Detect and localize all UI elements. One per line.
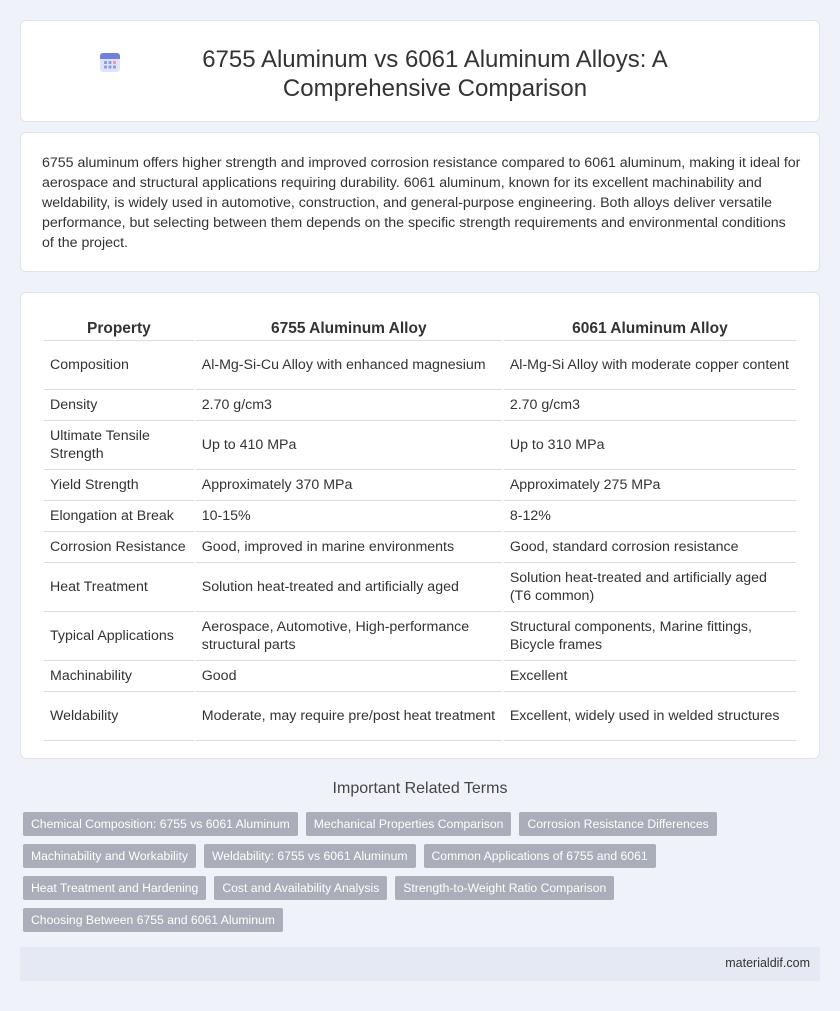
- value-6755-cell: Approximately 370 MPa: [196, 470, 502, 501]
- related-tag[interactable]: Weldability: 6755 vs 6061 Aluminum: [204, 844, 416, 868]
- related-tag[interactable]: Common Applications of 6755 and 6061: [424, 844, 656, 868]
- property-cell: Elongation at Break: [44, 501, 194, 532]
- table-row: [44, 470, 796, 501]
- comparison-table-card: [20, 292, 820, 759]
- property-cell: Heat Treatment: [44, 563, 194, 612]
- table-row: [44, 341, 796, 390]
- table-row: [44, 661, 796, 692]
- header-property: Property: [44, 313, 194, 341]
- title-card: [20, 20, 820, 122]
- value-6061-cell: 2.70 g/cm3: [504, 390, 796, 421]
- property-cell: Machinability: [44, 661, 194, 692]
- value-6061-cell: Approximately 275 MPa: [504, 470, 796, 501]
- value-6061-cell: Al-Mg-Si Alloy with moderate copper content: [504, 341, 796, 390]
- related-tag[interactable]: Chemical Composition: 6755 vs 6061 Aluminum: [23, 812, 298, 836]
- value-6755-cell: Aerospace, Automotive, High-performance structural parts: [196, 612, 502, 661]
- table-row: [44, 532, 796, 563]
- property-cell: Yield Strength: [44, 470, 194, 501]
- property-cell: Corrosion Resistance: [44, 532, 194, 563]
- value-6061-cell: 8-12%: [504, 501, 796, 532]
- value-6755-cell: 2.70 g/cm3: [196, 390, 502, 421]
- table-row: [44, 692, 796, 741]
- comparison-table: [42, 313, 798, 741]
- site-name[interactable]: materialdif.com: [725, 956, 810, 970]
- value-6755-cell: Solution heat-treated and artificially aged: [196, 563, 502, 612]
- related-tag[interactable]: Strength-to-Weight Ratio Comparison: [395, 876, 614, 900]
- property-cell: Weldability: [44, 692, 194, 741]
- footer: [20, 947, 820, 981]
- intro-paragraph: 6755 aluminum offers higher strength and improved corrosion resistance compared to 6061 aluminum, making it ideal for aerospace and structural applications requiring durability. 6061 aluminum, known for its excellent machinability and weldability, is widely used in automotive, construction, and general-purpose engineering. Both alloys deliver versatile performance, but selecting between them depends on the specific strength requirements and environmental conditions of the project.: [42, 155, 801, 251]
- value-6755-cell: 10-15%: [196, 501, 502, 532]
- related-tag[interactable]: Cost and Availability Analysis: [214, 876, 387, 900]
- table-row: [44, 421, 796, 470]
- page-title: 6755 Aluminum vs 6061 Aluminum Alloys: A Comprehensive Comparison: [202, 46, 668, 102]
- property-cell: Density: [44, 390, 194, 421]
- value-6061-cell: Good, standard corrosion resistance: [504, 532, 796, 563]
- value-6755-cell: Good, improved in marine environments: [196, 532, 502, 563]
- header-6755: 6755 Aluminum Alloy: [196, 313, 502, 341]
- value-6061-cell: Excellent: [504, 661, 796, 692]
- related-tag[interactable]: Mechanical Properties Comparison: [306, 812, 512, 836]
- value-6061-cell: Excellent, widely used in welded structures: [504, 692, 796, 741]
- value-6755-cell: Good: [196, 661, 502, 692]
- table-row: [44, 501, 796, 532]
- value-6061-cell: Solution heat-treated and artificially aged (T6 common): [504, 563, 796, 612]
- table-header-row: [44, 313, 796, 341]
- property-cell: Ultimate Tensile Strength: [44, 421, 194, 470]
- property-cell: Typical Applications: [44, 612, 194, 661]
- table-row: [44, 563, 796, 612]
- property-cell: Composition: [44, 341, 194, 390]
- related-tag[interactable]: Corrosion Resistance Differences: [519, 812, 716, 836]
- related-tag[interactable]: Heat Treatment and Hardening: [23, 876, 206, 900]
- related-tag[interactable]: Choosing Between 6755 and 6061 Aluminum: [23, 908, 283, 932]
- intro-card: [20, 132, 820, 272]
- value-6755-cell: Moderate, may require pre/post heat treatment: [196, 692, 502, 741]
- related-terms-heading: Important Related Terms: [332, 780, 508, 797]
- header-6061: 6061 Aluminum Alloy: [504, 313, 796, 341]
- table-row: [44, 390, 796, 421]
- related-tags: [23, 812, 823, 940]
- value-6061-cell: Up to 310 MPa: [504, 421, 796, 470]
- value-6755-cell: Al-Mg-Si-Cu Alloy with enhanced magnesium: [196, 341, 502, 390]
- value-6755-cell: Up to 410 MPa: [196, 421, 502, 470]
- value-6061-cell: Structural components, Marine fittings, Bicycle frames: [504, 612, 796, 661]
- related-tag[interactable]: Machinability and Workability: [23, 844, 196, 868]
- table-row: [44, 612, 796, 661]
